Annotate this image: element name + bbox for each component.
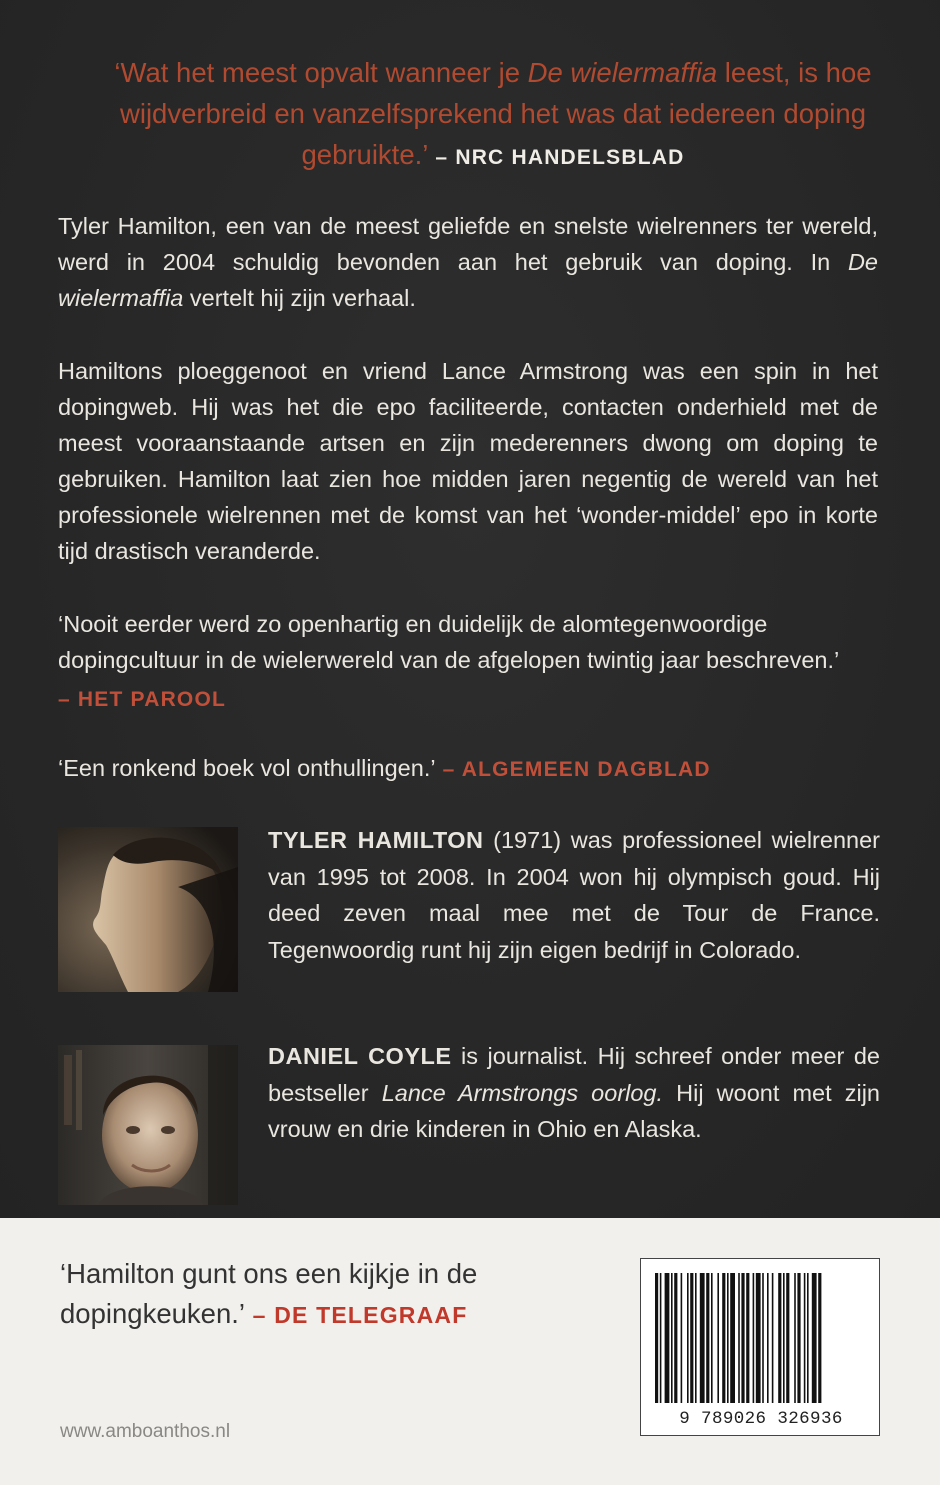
barcode-bar: [807, 1273, 809, 1403]
ad-review: [58, 750, 878, 788]
tyler-hamilton-bio: [268, 822, 880, 968]
barcode-bar: [660, 1273, 662, 1403]
quote-dash: –: [245, 1302, 275, 1328]
parool-review: [58, 606, 848, 718]
intro-paragraph: [58, 208, 878, 316]
quote-dash: –: [428, 146, 456, 169]
barcode-bar: [812, 1273, 817, 1403]
bio-text: is journalist. Hij schreef onder meer de bestseller: [268, 1043, 880, 1106]
bio-text: (1971) was professioneel wielrenner van 1995 tot 2008. In 2004 won hij olympisch goud. Hij deed zeven maal mee met de Tour de France. Tegenwoordig runt hij zijn eigen bedrijf in Colorado.: [268, 827, 880, 963]
quote-text: ‘Een ronkend boek vol onthullingen.’: [58, 755, 436, 781]
barcode-bar: [778, 1273, 781, 1403]
bio-text: Hij woont met zijn vrouw en drie kinderen in Ohio en Alaska.: [268, 1079, 880, 1142]
barcode-bar: [741, 1273, 744, 1403]
barcode-bar: [722, 1273, 725, 1403]
book-title: De wielermaffia: [58, 249, 878, 311]
book-title: De wielermaffia: [527, 57, 718, 88]
barcode-bar: [674, 1273, 677, 1403]
barcode-bar: [700, 1273, 705, 1403]
publisher-website[interactable]: www.amboanthos.nl: [60, 1421, 231, 1442]
barcode-bar: [786, 1273, 789, 1403]
barcode-bar: [706, 1273, 709, 1403]
author-name: DANIEL COYLE: [268, 1043, 452, 1069]
barcode-bar: [671, 1273, 673, 1403]
barcode-bar: [783, 1273, 785, 1403]
barcode-bar: [738, 1273, 740, 1403]
barcode-bar: [730, 1273, 735, 1403]
barcode-bar: [717, 1273, 719, 1403]
daniel-coyle-bio: [268, 1038, 880, 1148]
isbn-barcode: [640, 1258, 880, 1436]
barcode-bar: [681, 1273, 683, 1403]
barcode-bar: [762, 1273, 764, 1403]
paragraph-text: vertelt hij zijn verhaal.: [183, 285, 416, 311]
barcode-bar: [756, 1273, 761, 1403]
telegraaf-review: [60, 1254, 580, 1335]
barcode-bar: [818, 1273, 821, 1403]
quote-source: ALGEMEEN DAGBLAD: [461, 758, 711, 781]
barcode-bar: [772, 1273, 774, 1403]
quote-dash: –: [435, 758, 462, 781]
barcode-bar: [804, 1273, 806, 1403]
barcode-bar: [746, 1273, 749, 1403]
quote-source: DE TELEGRAAF: [274, 1302, 468, 1328]
armstrong-paragraph: [58, 353, 878, 569]
barcode-bar: [690, 1273, 693, 1403]
daniel-coyle-photo: [58, 1045, 238, 1205]
isbn-digits: 9 789026 326936: [679, 1409, 843, 1429]
barcode-bar: [711, 1273, 713, 1403]
quote-source: NRC HANDELSBLAD: [455, 146, 685, 169]
quote-text: ‘Wat het meest opvalt wanneer je: [114, 57, 528, 88]
barcode-bar: [753, 1273, 755, 1403]
barcode-bars: [641, 1259, 881, 1409]
barcode-bar: [665, 1273, 670, 1403]
barcode-bar: [655, 1273, 658, 1403]
paragraph-text: Hamiltons ploeggenoot en vriend Lance Armstrong was een spin in het dopingweb. Hij was het die epo faciliteerde, contacten onderhield met de meest vooraanstaande artsen en zijn mederenners dwong om doping te gebruiken. Hamilton laat zien hoe midden jaren negentig de wereld van het professionele wielrennen met de komst van het ‘wonder-middel’ epo in korte tijd drastisch veranderde.: [58, 358, 878, 564]
quote-dash: –: [58, 688, 78, 711]
barcode-bar: [687, 1273, 689, 1403]
quote-text: ‘Nooit eerder werd zo openhartig en duidelijk de alomtegenwoordige dopingcultuur in de wielerwereld van de afgelopen twintig jaar beschreven.’: [58, 611, 840, 673]
paragraph-text: Tyler Hamilton, een van de meest geliefde en snelste wielrenners ter wereld, werd in 2004 schuldig bevonden aan het gebruik van doping. In: [58, 213, 878, 275]
quote-source: HET PAROOL: [77, 688, 227, 711]
barcode-bar: [727, 1273, 729, 1403]
quote-text: leest, is hoe wijdverbreid en vanzelfsprekend het was dat iedereen doping gebruikte.’: [119, 57, 872, 170]
barcode-bar: [794, 1273, 796, 1403]
top-review-quote: [98, 52, 888, 178]
book-title: Lance Armstrongs oorlog.: [381, 1079, 664, 1106]
barcode-bar: [695, 1273, 697, 1403]
quote-text: ‘Hamilton gunt ons een kijkje in de dopingkeuken.’: [60, 1258, 478, 1329]
tyler-hamilton-photo: [58, 827, 238, 992]
barcode-bar: [767, 1273, 769, 1403]
author-name: TYLER HAMILTON: [268, 827, 484, 853]
barcode-bar: [797, 1273, 800, 1403]
